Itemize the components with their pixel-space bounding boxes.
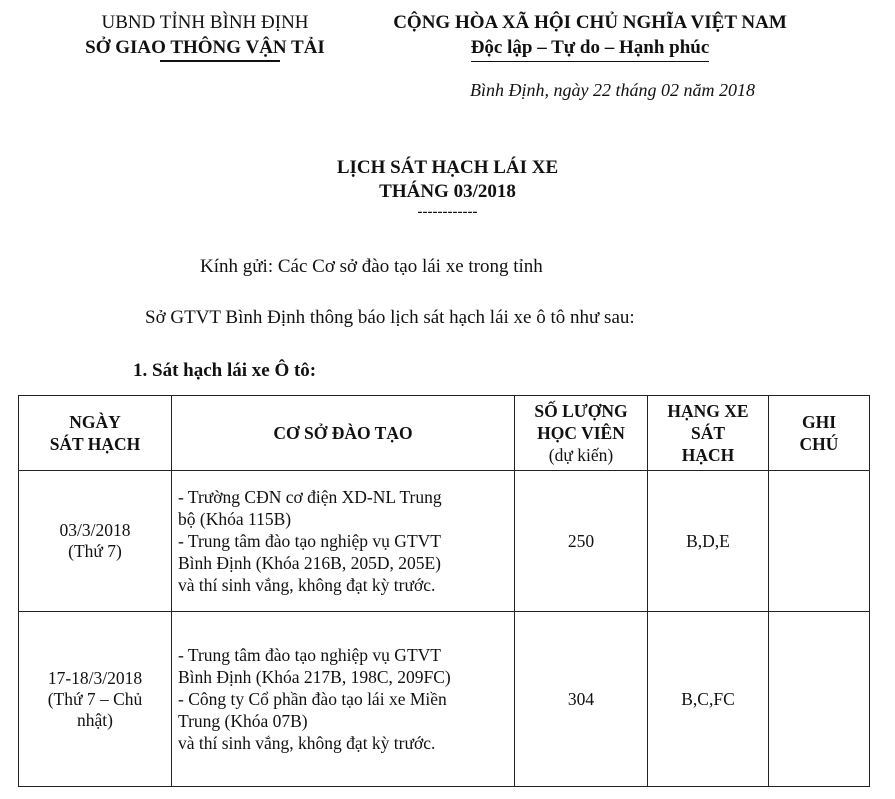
issuer-underline	[160, 60, 280, 62]
row-count: 304	[515, 612, 648, 787]
notice-line: Sở GTVT Bình Định thông báo lịch sát hạch lái xe ô tô như sau:	[145, 307, 635, 328]
row-date: 03/3/2018 (Thứ 7)	[19, 471, 172, 612]
document-date: Bình Định, ngày 22 tháng 02 năm 2018	[470, 80, 755, 100]
section-heading: 1. Sát hạch lái xe Ô tô:	[133, 360, 317, 381]
schedule-table	[18, 395, 870, 787]
national-header	[350, 10, 830, 62]
document-title	[0, 156, 895, 204]
row-classes: B,C,FC	[648, 612, 769, 787]
national-title: CỘNG HÒA XÃ HỘI CHỦ NGHĨA VIỆT NAM	[393, 12, 787, 33]
row-date: 17-18/3/2018 (Thứ 7 – Chủ nhật)	[19, 612, 172, 787]
row-count: 250	[515, 471, 648, 612]
header-class: HẠNG XE SÁT HẠCH	[648, 396, 769, 471]
title-line-2: THÁNG 03/2018	[379, 181, 516, 202]
national-motto: Độc lập – Tự do – Hạnh phúc	[471, 35, 710, 62]
issuer-department: SỞ GIAO THÔNG VẬN TẢI	[85, 37, 325, 58]
header-note: GHI CHÚ	[769, 396, 870, 471]
table-row	[19, 612, 870, 787]
row-note	[769, 471, 870, 612]
row-org: - Trung tâm đào tạo nghiệp vụ GTVT Bình Định (Khóa 217B, 198C, 209FC) - Công ty Cổ phần đào tạo lái xe Miền Trung (Khóa 07B) và thí sinh vắng, không đạt kỳ trước.	[172, 612, 515, 787]
table-header-row	[19, 396, 870, 471]
table-row	[19, 471, 870, 612]
row-note	[769, 612, 870, 787]
row-classes: B,D,E	[648, 471, 769, 612]
header-count: SỐ LƯỢNG HỌC VIÊN (dự kiến)	[515, 396, 648, 471]
title-line-1: LỊCH SÁT HẠCH LÁI XE	[336, 157, 559, 178]
header-org: CƠ SỞ ĐÀO TẠO	[172, 396, 515, 471]
row-org: - Trường CĐN cơ điện XD-NL Trung bộ (Khóa 115B) - Trung tâm đào tạo nghiệp vụ GTVT Bình Định (Khóa 216B, 205D, 205E) và thí sinh vắng, không đạt kỳ trước.	[172, 471, 515, 612]
issuer-block	[40, 10, 370, 62]
title-separator: ------------	[417, 204, 478, 220]
header-date: NGÀY SÁT HẠCH	[19, 396, 172, 471]
recipient-line: Kính gửi: Các Cơ sở đào tạo lái xe trong tỉnh	[200, 256, 543, 277]
issuer-province: UBND TỈNH BÌNH ĐỊNH	[101, 12, 309, 33]
